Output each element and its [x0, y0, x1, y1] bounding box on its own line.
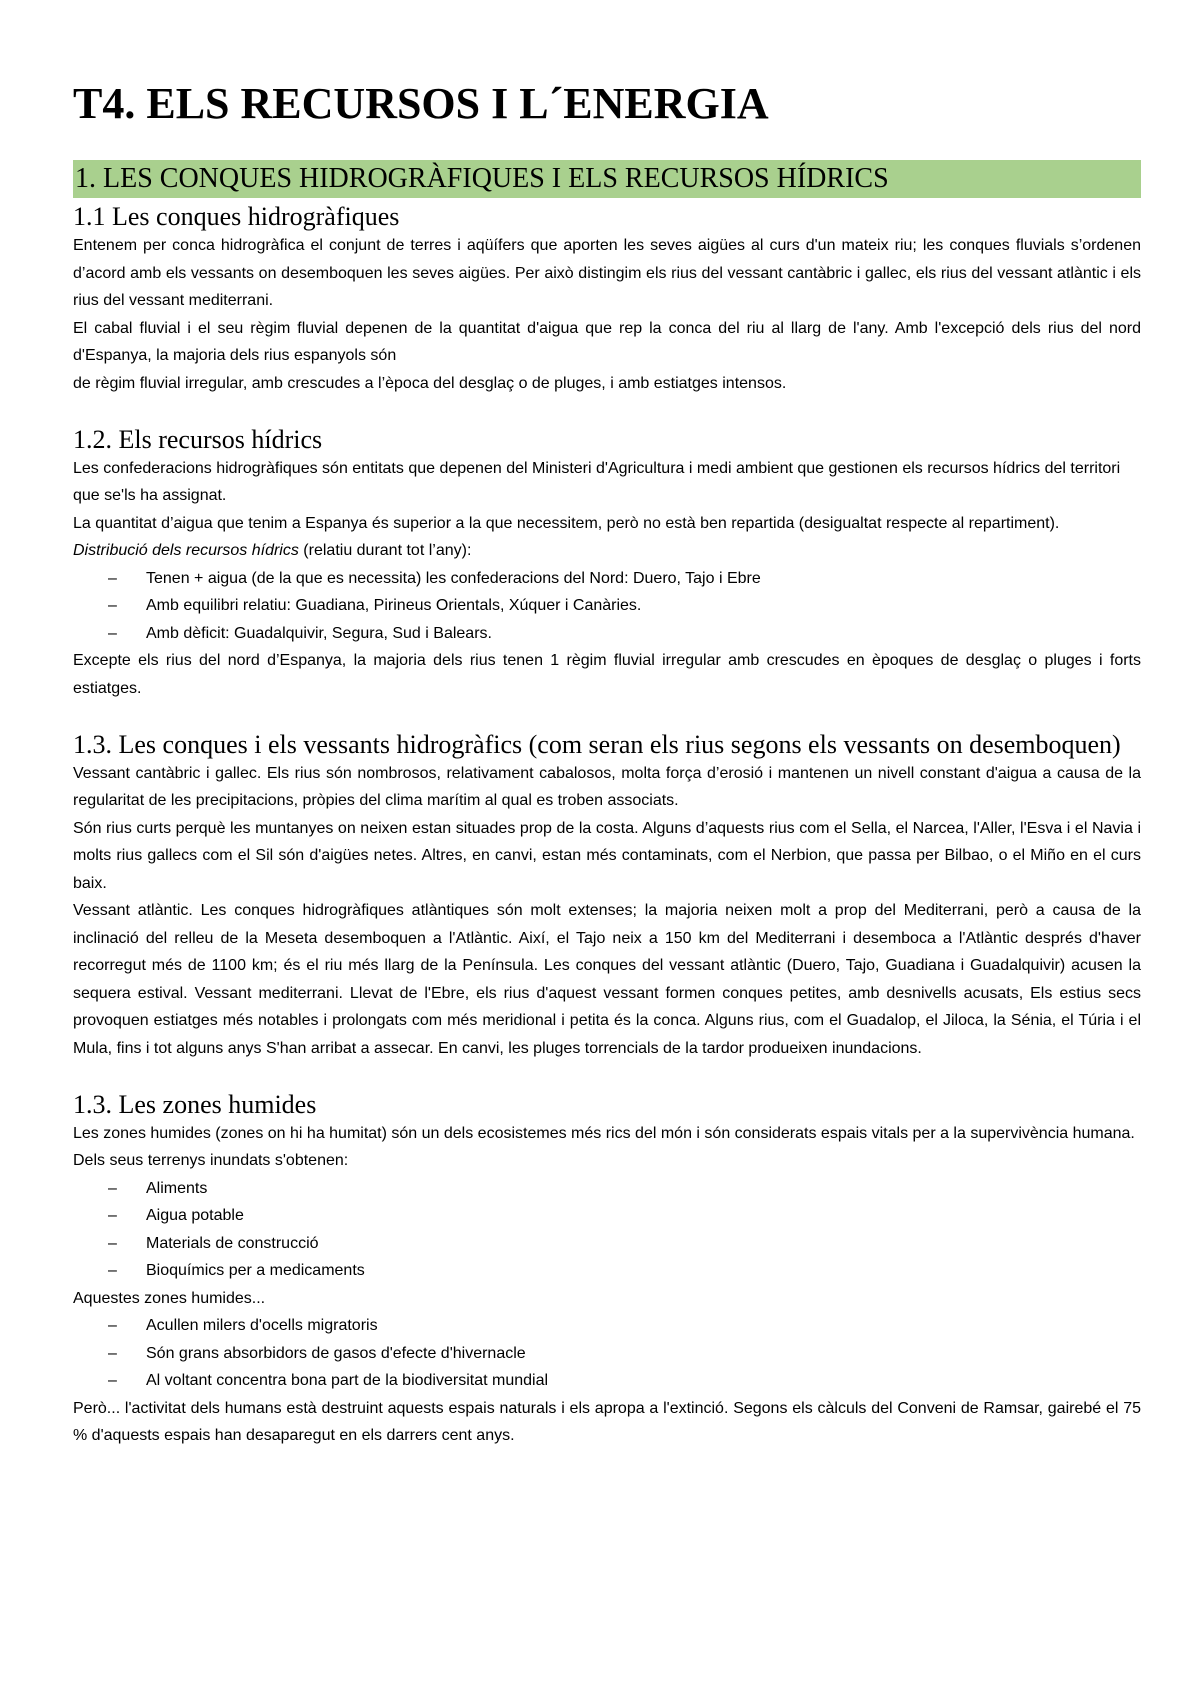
paragraph: Vessant atlàntic. Les conques hidrogràfiques atlàntiques són molt extenses; la majoria neixen molt a prop del Mediterrani, però a causa de la inclinació del relleu de la Meseta desemboquen a l'Atlàntic. Així, el Tajo neix a 150 km del Mediterrani i desemboca a l'Atlàntic després d'haver recorregut més de 1100 km; és el riu més llarg de la Península. Les conques del vessant atlàntic (Duero, Tajo, Guadiana i Guadalquivir) acusen la sequera estival. Vessant mediterrani. Llevat de l'Ebre, els rius d'aquest vessant formen conques petites, amb desnivells acusats, Els estius secs provoquen estiatges més notables i prolongats com més meridional i petita és la conca. Alguns rius, com el Guadalop, el Jiloca, la Sénia, el Túria i el Mula, fins i tot alguns anys S'han arribat a assecar. En canvi, les pluges torrencials de la tardor produeixen inundacions.: [73, 902, 1141, 1057]
heading-zones-humides: 1.3. Les zones humides: [73, 1089, 317, 1119]
distribution-intro: [73, 537, 1141, 565]
paragraph: Vessant cantàbric i gallec. Els rius són nombrosos, relativament cabalosos, molta força d’erosió i mantenen un nivell constant d'aigua a causa de la regularitat de les precipitacions, pròpies del clima marítim al qual es troben associats.: [73, 764, 1141, 809]
heading-1-2: 1.2. Els recursos hídrics: [73, 424, 323, 454]
paragraph: Aquestes zones humides...: [73, 1289, 266, 1307]
spacer: [73, 1062, 1141, 1090]
distribution-label: Distribució dels recursos hídrics: [73, 542, 299, 559]
list-item: – Aigua potable: [73, 1202, 1141, 1230]
list-item: – Acullen milers d'ocells migratoris: [73, 1312, 1141, 1340]
paragraph: Les zones humides (zones on hi ha humitat) són un dels ecosistemes més rics del món i són considerats espais vitals per a la supervivència humana.: [73, 1124, 1135, 1142]
paragraph: Són rius curts perquè les muntanyes on neixen estan situades prop de la costa. Alguns d’aquests rius com el Sella, el Narcea, l'Aller, l'Esva i el Navia i molts rius gallecs com el Sil són d'aigües netes. Altres, en canvi, estan més contaminats, com el Nerbion, que passa per Bilbao, o el Miño en el curs baix.: [73, 819, 1141, 892]
paragraph: El cabal fluvial i el seu règim fluvial depenen de la quantitat d'aigua que rep la conca del riu al llarg de l'any. Amb l'excepció dels rius del nord d'Espanya, la majoria dels rius espanyols són: [73, 319, 1141, 364]
resources-list: [73, 1175, 1141, 1285]
paragraph: Dels seus terrenys inundats s'obtenen:: [73, 1152, 349, 1169]
list-item: – Bioquímics per a medicaments: [73, 1257, 1141, 1285]
paragraph: Excepte els rius del nord d’Espanya, la majoria dels rius tenen 1 règim fluvial irregular amb crescudes en èpoques de desglaç o pluges i forts estiatges.: [73, 652, 1141, 697]
spacer: [73, 397, 1141, 425]
heading-1-3: 1.3. Les conques i els vessants hidrogràfics (com seran els rius segons els vessants on desemboquen): [73, 729, 1121, 759]
distribution-list: [73, 565, 1141, 648]
wetland-functions-list: [73, 1312, 1141, 1395]
spacer: [73, 702, 1141, 730]
document-title: T4. ELS RECURSOS I L´ENERGIA: [73, 79, 769, 128]
list-item: – Tenen + aigua (de la que es necessita) les confederacions del Nord: Duero, Tajo i Ebre: [73, 565, 1141, 593]
list-item: – Amb dèficit: Guadalquivir, Segura, Sud i Balears.: [73, 620, 1141, 648]
section-1-heading: 1. LES CONQUES HIDROGRÀFIQUES I ELS RECURSOS HÍDRICS: [73, 160, 1141, 198]
paragraph: Però... l'activitat dels humans està destruint aquests espais naturals i els apropa a l'extinció. Segons els càlculs del Conveni de Ramsar, gairebé el 75 % d'aquests espais han desaparegut en els darrers cent anys.: [73, 1399, 1141, 1444]
paragraph: Les confederacions hidrogràfiques són entitats que depenen del Ministeri d'Agricultura i medi ambient que gestionen els recursos hídrics del territori que se'ls ha assignat.: [73, 459, 1121, 504]
paragraph: Entenem per conca hidrogràfica el conjunt de terres i aqüífers que aporten les seves aigües al curs d'un mateix riu; les conques fluvials s’ordenen d’acord amb els vessants on desemboquen les seves aigües. Per això distingim els rius del vessant cantàbric i gallec, els rius del vessant atlàntic i els rius del vessant mediterrani.: [73, 237, 1141, 309]
list-item: – Són grans absorbidors de gasos d'efecte d'hivernacle: [73, 1340, 1141, 1368]
heading-1-1: 1.1 Les conques hidrogràfiques: [73, 202, 400, 231]
distribution-suffix: (relatiu durant tot l’any):: [298, 542, 472, 559]
document-page: [73, 0, 1141, 1450]
list-item: – Amb equilibri relatiu: Guadiana, Pirineus Orientals, Xúquer i Canàries.: [73, 592, 1141, 620]
paragraph: La quantitat d’aigua que tenim a Espanya és superior a la que necessitem, però no està ben repartida (desigualtat respecte al repartiment).: [73, 514, 1060, 532]
paragraph: de règim fluvial irregular, amb crescudes a l’època del desglaç o de pluges, i amb estiatges intensos.: [73, 374, 787, 392]
list-item: – Materials de construcció: [73, 1230, 1141, 1258]
list-item: – Al voltant concentra bona part de la biodiversitat mundial: [73, 1367, 1141, 1395]
list-item: – Aliments: [73, 1175, 1141, 1203]
